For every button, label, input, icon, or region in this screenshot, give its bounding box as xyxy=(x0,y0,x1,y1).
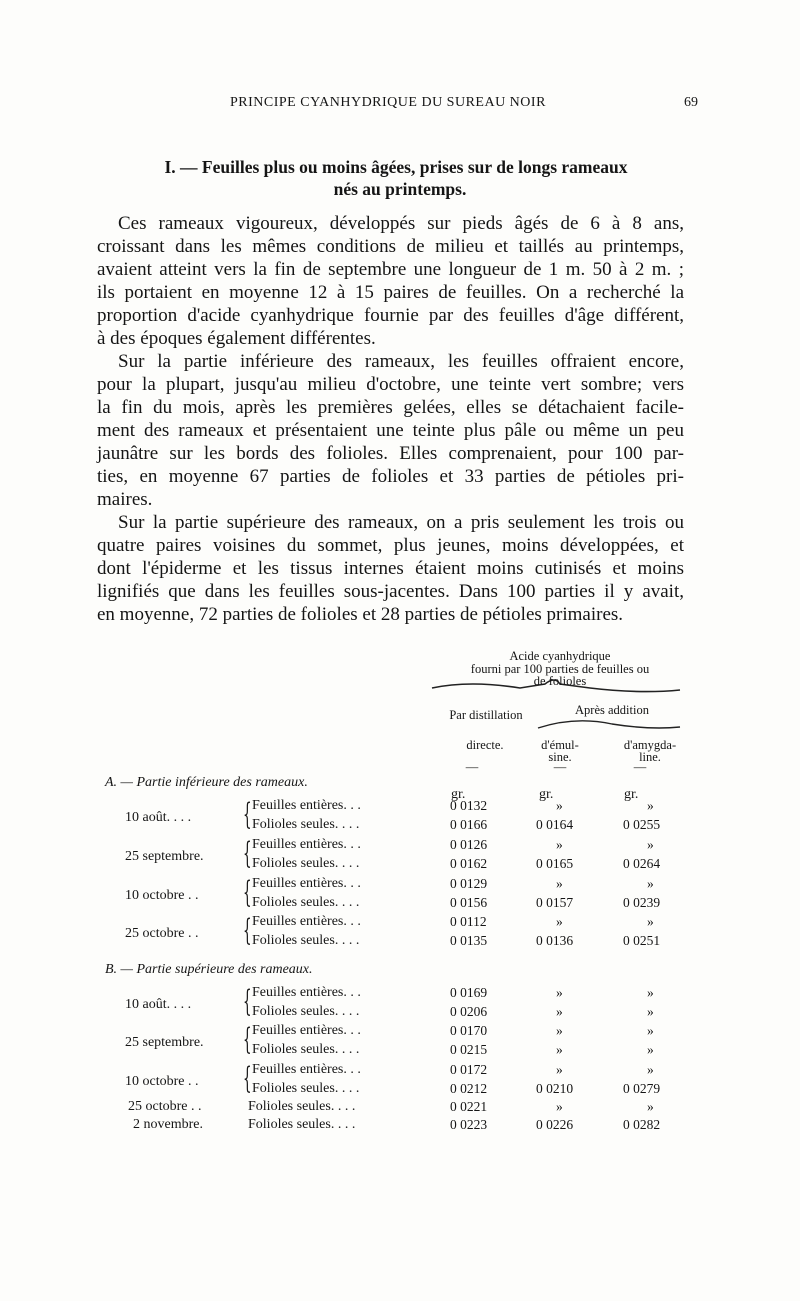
value-amygdaline: » xyxy=(647,985,654,1000)
body-line: proportion d'acide cyanhydrique fournie par des feuilles d'âge différent, xyxy=(97,305,684,326)
col-header-amygdaline: line. xyxy=(639,750,661,764)
row-label: Feuilles entières. . . xyxy=(252,798,361,813)
row-label: Folioles seules. . . . xyxy=(252,817,360,832)
page-number: 69 xyxy=(684,95,698,110)
value-amygdaline: 0 0251 xyxy=(623,933,661,948)
value-directe: 0 0170 xyxy=(450,1023,488,1038)
body-line: à des époques également différentes. xyxy=(97,328,376,349)
row-label: Feuilles entières. . . xyxy=(252,876,361,891)
body-line: croissant dans les mêmes conditions de milieu et taillés au printemps, xyxy=(97,236,684,257)
row-date: 10 août. . . . xyxy=(125,997,192,1012)
value-emulsine: 0 0226 xyxy=(536,1117,574,1132)
body-line: ment des rameaux et présentaient une teinte plus pâle ou même un peu xyxy=(97,420,684,441)
col-header-directe: directe. xyxy=(466,738,504,752)
row-date: 25 septembre. xyxy=(125,1035,204,1050)
row-date: 25 octobre . . xyxy=(125,926,199,941)
brace: { xyxy=(243,836,252,871)
row-date: 10 octobre . . xyxy=(125,1074,199,1089)
col-dash: — xyxy=(633,760,647,774)
row-label: Folioles seules. . . . xyxy=(252,1081,360,1096)
value-amygdaline: » xyxy=(647,798,654,813)
brace: { xyxy=(243,875,252,910)
value-directe: 0 0162 xyxy=(450,856,488,871)
value-amygdaline: 0 0264 xyxy=(623,856,661,871)
row-date: 25 octobre . . xyxy=(128,1099,202,1114)
value-emulsine: » xyxy=(556,1023,563,1038)
row-label: Folioles seules. . . . xyxy=(248,1117,356,1132)
value-amygdaline: 0 0279 xyxy=(623,1081,661,1096)
value-directe: 0 0129 xyxy=(450,876,488,891)
brace: { xyxy=(243,984,252,1019)
value-directe: 0 0206 xyxy=(450,1004,488,1019)
value-emulsine: » xyxy=(556,1062,563,1077)
row-label: Folioles seules. . . . xyxy=(252,895,360,910)
body-line: dont l'épiderme et les tissus internes étaient moins cutinisés et moins xyxy=(97,558,684,579)
brace: { xyxy=(243,1061,252,1096)
value-directe: 0 0212 xyxy=(450,1081,488,1096)
section-heading-continued: nés au printemps. xyxy=(333,179,467,199)
value-emulsine: 0 0165 xyxy=(536,856,574,871)
value-emulsine: 0 0164 xyxy=(536,817,574,832)
value-amygdaline: » xyxy=(647,876,654,891)
row-label: Feuilles entières. . . xyxy=(252,837,361,852)
running-head: PRINCIPE CYANHYDRIQUE DU SUREAU NOIR xyxy=(230,95,546,110)
row-label: Feuilles entières. . . xyxy=(252,1023,361,1038)
value-emulsine: » xyxy=(556,837,563,852)
value-emulsine: 0 0136 xyxy=(536,933,574,948)
row-label: Folioles seules. . . . xyxy=(252,933,360,948)
value-directe: 0 0126 xyxy=(450,837,488,852)
table-section-b: B. — Partie supérieure des rameaux. xyxy=(105,962,313,977)
row-date: 25 septembre. xyxy=(125,849,204,864)
col-header-distillation: Par distillation xyxy=(449,708,523,722)
body-line: en moyenne, 72 parties de folioles et 28 parties de pétioles primaires. xyxy=(97,604,624,625)
value-directe: 0 0221 xyxy=(450,1099,488,1114)
value-directe: 0 0112 xyxy=(450,914,487,929)
value-directe: 0 0166 xyxy=(450,817,488,832)
col-group-header: fourni par 100 parties de feuilles ou xyxy=(470,662,650,676)
row-date: 10 août. . . . xyxy=(125,810,192,825)
value-emulsine: » xyxy=(556,798,563,813)
col-header-apres: Après addition xyxy=(575,703,649,717)
body-line: ils portaient en moyenne 12 à 15 paires de feuilles. On a recherché la xyxy=(97,282,684,303)
row-label: Folioles seules. . . . xyxy=(252,1042,360,1057)
row-label: Folioles seules. . . . xyxy=(248,1099,356,1114)
section-heading: I. — Feuilles plus ou moins âgées, prises sur de longs rameaux xyxy=(164,157,628,177)
value-emulsine: 0 0210 xyxy=(536,1081,574,1096)
value-amygdaline: » xyxy=(647,1062,654,1077)
brace: { xyxy=(243,797,252,832)
value-amygdaline: » xyxy=(647,837,654,852)
body-line: jaunâtre sur les bords des folioles. Elles comprenaient, pour 100 par- xyxy=(97,443,684,464)
col-header-emulsine: sine. xyxy=(548,750,572,764)
value-amygdaline: » xyxy=(647,1023,654,1038)
body-line: maires. xyxy=(97,489,153,510)
unit-label: gr. xyxy=(624,787,639,802)
value-amygdaline: » xyxy=(647,1042,654,1057)
value-amygdaline: 0 0239 xyxy=(623,895,661,910)
value-emulsine: » xyxy=(556,985,563,1000)
value-amygdaline: » xyxy=(647,914,654,929)
row-date: 2 novembre. xyxy=(133,1117,203,1132)
row-date: 10 octobre . . xyxy=(125,888,199,903)
unit-label: gr. xyxy=(539,787,554,802)
row-label: Folioles seules. . . . xyxy=(252,856,360,871)
unit-label: gr. xyxy=(451,787,466,802)
value-emulsine: » xyxy=(556,1099,563,1114)
body-line: la fin du mois, après les premières gelées, elles se détachaient facile- xyxy=(97,397,684,418)
col-dash: — xyxy=(465,760,479,774)
body-line: lignifiés que dans les feuilles sous-jacentes. Dans 100 parties il y avait, xyxy=(97,581,684,602)
value-directe: 0 0172 xyxy=(450,1062,488,1077)
body-line: Ces rameaux vigoureux, développés sur pieds âgés de 6 à 8 ans, xyxy=(118,213,684,234)
row-label: Feuilles entières. . . xyxy=(252,1062,361,1077)
row-label: Feuilles entières. . . xyxy=(252,914,361,929)
value-emulsine: » xyxy=(556,1042,563,1057)
value-emulsine: » xyxy=(556,914,563,929)
col-header-amygdaline: d'amygda- xyxy=(623,738,677,752)
brace: { xyxy=(243,913,252,948)
body-line: avaient atteint vers la fin de septembre une longueur de 1 m. 50 à 2 m. ; xyxy=(97,259,684,280)
value-amygdaline: » xyxy=(647,1004,654,1019)
value-amygdaline: 0 0255 xyxy=(623,817,661,832)
value-amygdaline: 0 0282 xyxy=(623,1117,661,1132)
value-emulsine: » xyxy=(556,1004,563,1019)
value-directe: 0 0215 xyxy=(450,1042,488,1057)
col-dash: — xyxy=(553,760,567,774)
col-header-emulsine: d'émul- xyxy=(541,738,579,752)
col-group-header: de folioles xyxy=(533,674,587,688)
value-amygdaline: » xyxy=(647,1099,654,1114)
value-directe: 0 0156 xyxy=(450,895,488,910)
value-directe: 0 0132 xyxy=(450,798,488,813)
table-section-a: A. — Partie inférieure des rameaux. xyxy=(105,775,308,790)
row-label: Folioles seules. . . . xyxy=(252,1004,360,1019)
body-line: Sur la partie inférieure des rameaux, les feuilles offraient encore, xyxy=(118,351,684,372)
value-emulsine: » xyxy=(556,876,563,891)
value-directe: 0 0223 xyxy=(450,1117,488,1132)
body-line: quatre paires voisines du sommet, plus jeunes, moins développées, et xyxy=(97,535,684,556)
body-line: pour la plupart, jusqu'au milieu d'octobre, une teinte vert sombre; vers xyxy=(97,374,684,395)
value-directe: 0 0135 xyxy=(450,933,488,948)
brace: { xyxy=(243,1022,252,1057)
col-group-header: Acide cyanhydrique xyxy=(509,649,611,663)
value-directe: 0 0169 xyxy=(450,985,488,1000)
body-line: ties, en moyenne 67 parties de folioles et 33 parties de pétioles pri- xyxy=(97,466,684,487)
value-emulsine: 0 0157 xyxy=(536,895,574,910)
row-label: Feuilles entières. . . xyxy=(252,985,361,1000)
body-line: Sur la partie supérieure des rameaux, on a pris seulement les trois ou xyxy=(118,512,684,533)
sub-brace-line xyxy=(538,721,680,728)
